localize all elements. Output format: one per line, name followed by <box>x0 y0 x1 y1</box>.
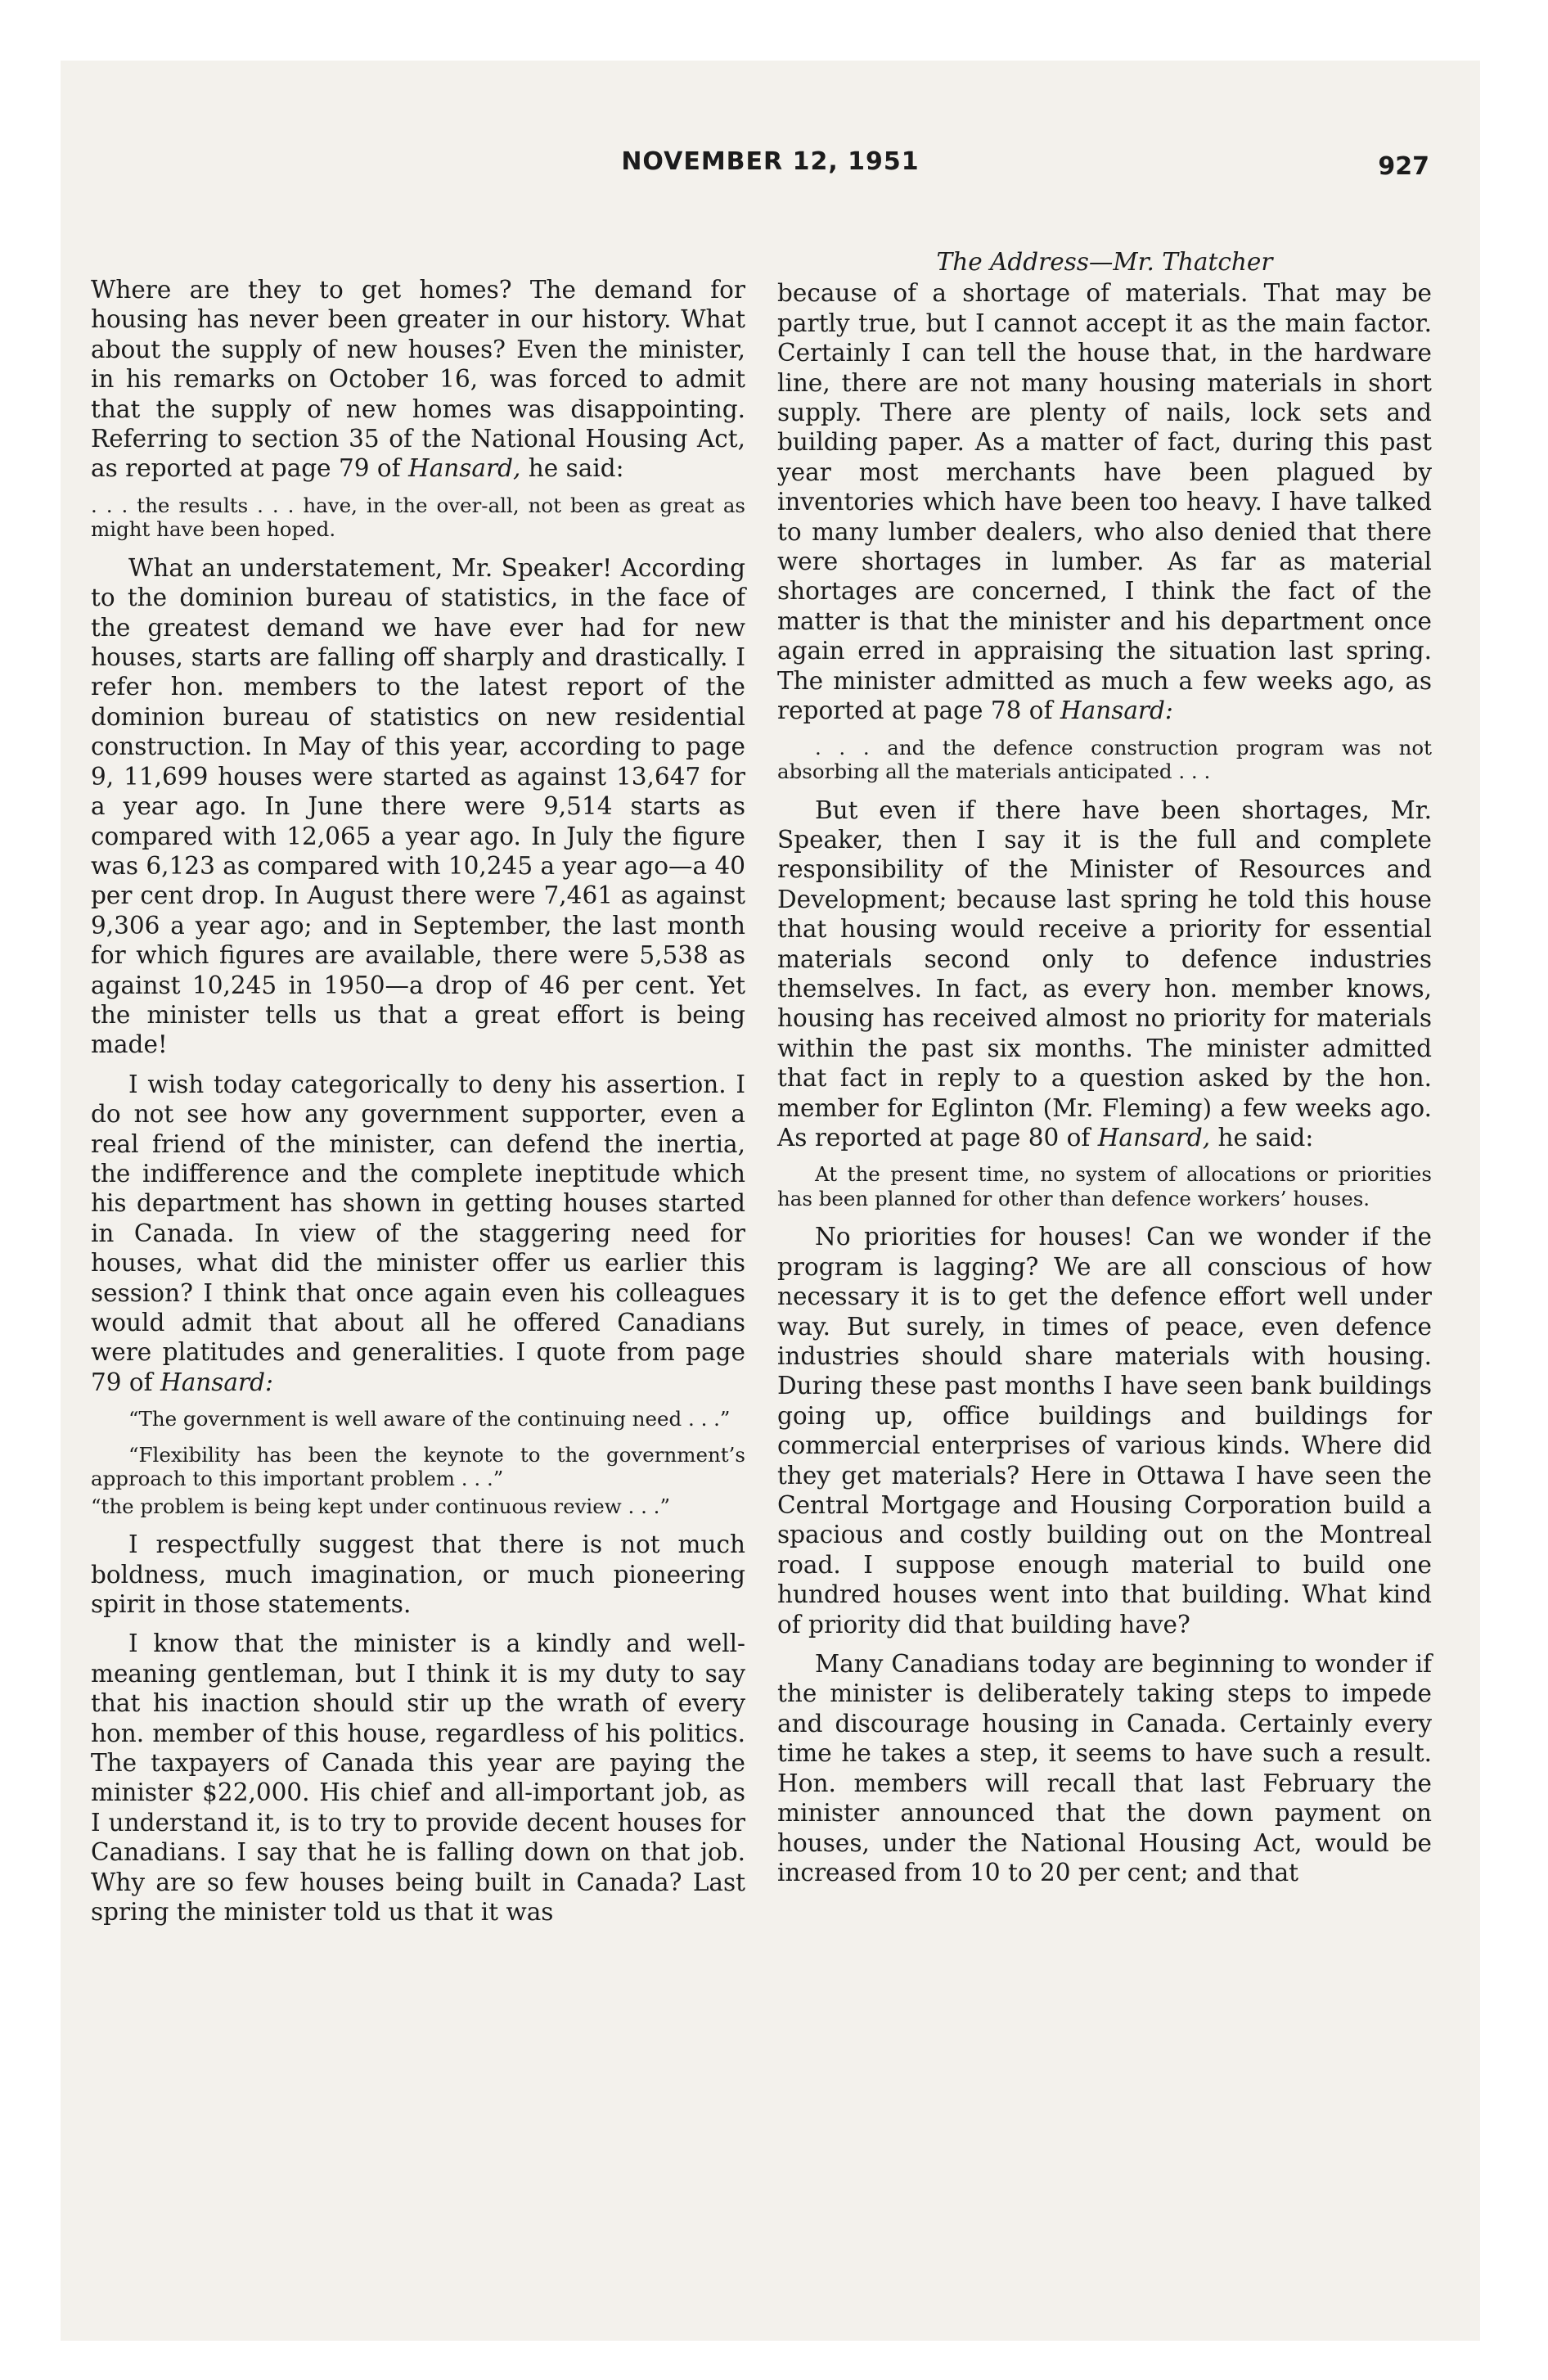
hansard-ref: Hansard: <box>1060 696 1173 725</box>
block-quote: . . . and the defence construction program was not absorbing all the materials anticipated . . . <box>777 735 1432 783</box>
hansard-ref: Hansard, <box>1097 1123 1211 1152</box>
block-quote: At the present time, no system of allocations or priorities has been planned for other than defence workers’ houses. <box>777 1162 1432 1210</box>
paragraph: Where are they to get homes? The demand for housing has never been greater in our history. What about the supply of new houses? Even the minister, in his remarks on October 16, was forced to admit that the supply of new homes was disappointing. Referring to section 35 of the National Housing Act, as reported at page 79 of Hansard, he said: <box>91 276 745 483</box>
page-number: 927 <box>1378 152 1429 181</box>
paragraph: I wish today categorically to deny his assertion. I do not see how any government supporter, even a real friend of the minister, can defend the inertia, the indifference and the complete ineptitude which his department has shown in getting houses started in Canada. In view of the staggering need for houses, what did the minister offer us earlier this session? I think that once again even his colleagues would admit that about all he offered Canadians were platitudes and generalities. I quote from page 79 of Hansard: <box>91 1070 745 1396</box>
hansard-ref: Hansard, <box>407 454 521 483</box>
paragraph: I respectfully suggest that there is not much boldness, much imagination, or much pioneering spirit in those statements. <box>91 1530 745 1619</box>
block-quote: “The government is well aware of the continuing need . . .” <box>128 1407 731 1431</box>
block-quote: “Flexibility has been the keynote to the government’s approach to this important problem . . .” <box>91 1442 745 1491</box>
scanned-page <box>61 61 1480 2341</box>
paragraph: I know that the minister is a kindly and well-meaning gentleman, but I think it is my duty to say that his inaction should stir up the wrath of every hon. member of this house, regardless of his politics. The taxpayers of Canada this year are paying the minister $22,000. His chief and all-important job, as I understand it, is to try to provide decent houses for Canadians. I say that he is falling down on that job. Why are so few houses being built in Canada? Last spring the minister told us that it was <box>91 1629 745 1927</box>
paragraph: Many Canadians today are beginning to wonder if the minister is deliberately taking steps to impede and discourage housing in Canada. Certainly every time he takes a step, it seems to have such a result. Hon. members will recall that last February the minister announced that the down payment on houses, under the National Housing Act, would be increased from 10 to 20 per cent; and that <box>777 1650 1432 1886</box>
paragraph: What an understatement, Mr. Speaker! According to the dominion bureau of statistics, in the face of the greatest demand we have ever had for new houses, starts are falling off sharply and drastically. I refer hon. members to the latest report of the dominion bureau of statistics on new residential construction. In May of this year, according to page 9, 11,699 houses were started as against 13,647 for a year ago. In June there were 9,514 starts as compared with 12,065 a year ago. In July the figure was 6,123 as compared with 10,245 a year ago—a 40 per cent drop. In August there were 7,461 as against 9,306 a year ago; and in September, the last month for which figures are available, there were 5,538 as against 10,245 in 1950—a drop of 46 per cent. Yet the minister tells us that a great effort is being made! <box>91 553 745 1059</box>
running-head: The Address—Mr. Thatcher <box>936 248 1273 276</box>
block-quote: . . . the results . . . have, in the over-all, not been as great as might have been hoped. <box>91 493 745 542</box>
paragraph: No priorities for houses! Can we wonder if the program is lagging? We are all conscious of how necessary it is to get the defence effort well under way. But surely, in times of peace, even defence industries should share materials with housing. During these past months I have seen bank buildings going up, office buildings and buildings for commercial enterprises of various kinds. Where did they get materials? Here in Ottawa I have seen the Central Mortgage and Housing Corporation build a spacious and costly building out on the Montreal road. I suppose enough material to build one hundred houses went into that building. What kind of priority did that building have? <box>777 1223 1432 1639</box>
right-column <box>777 247 1432 1897</box>
paragraph: But even if there have been shortages, Mr. Speaker, then I say it is the full and complete responsibility of the Minister of Resources and Development; because last spring he told this house that housing would receive a priority for essential materials second only to defence industries themselves. In fact, as every hon. member knows, housing has received almost no priority for materials within the past six months. The minister admitted that fact in reply to a question asked by the hon. member for Eglinton (Mr. Fleming) a few weeks ago. As reported at page 80 of Hansard, he said: <box>777 796 1432 1152</box>
block-quote: “the problem is being kept under continuous review . . .” <box>91 1494 670 1518</box>
hansard-ref: Hansard: <box>160 1368 273 1396</box>
left-column <box>91 275 745 1937</box>
paragraph: because of a shortage of materials. That may be partly true, but I cannot accept it as the main factor. Certainly I can tell the house that, in the hardware line, there are not many housing materials in short supply. There are plenty of nails, lock sets and building paper. As a matter of fact, during this past year most merchants have been plagued by inventories which have been too heavy. I have talked to many lumber dealers, who also denied that there were shortages in lumber. As far as material shortages are concerned, I think the fact of the matter is that the minister and his department once again erred in appraising the situation last spring. The minister admitted as much a few weeks ago, as reported at page 78 of Hansard: <box>777 279 1432 725</box>
header-date: NOVEMBER 12, 1951 <box>621 147 920 176</box>
